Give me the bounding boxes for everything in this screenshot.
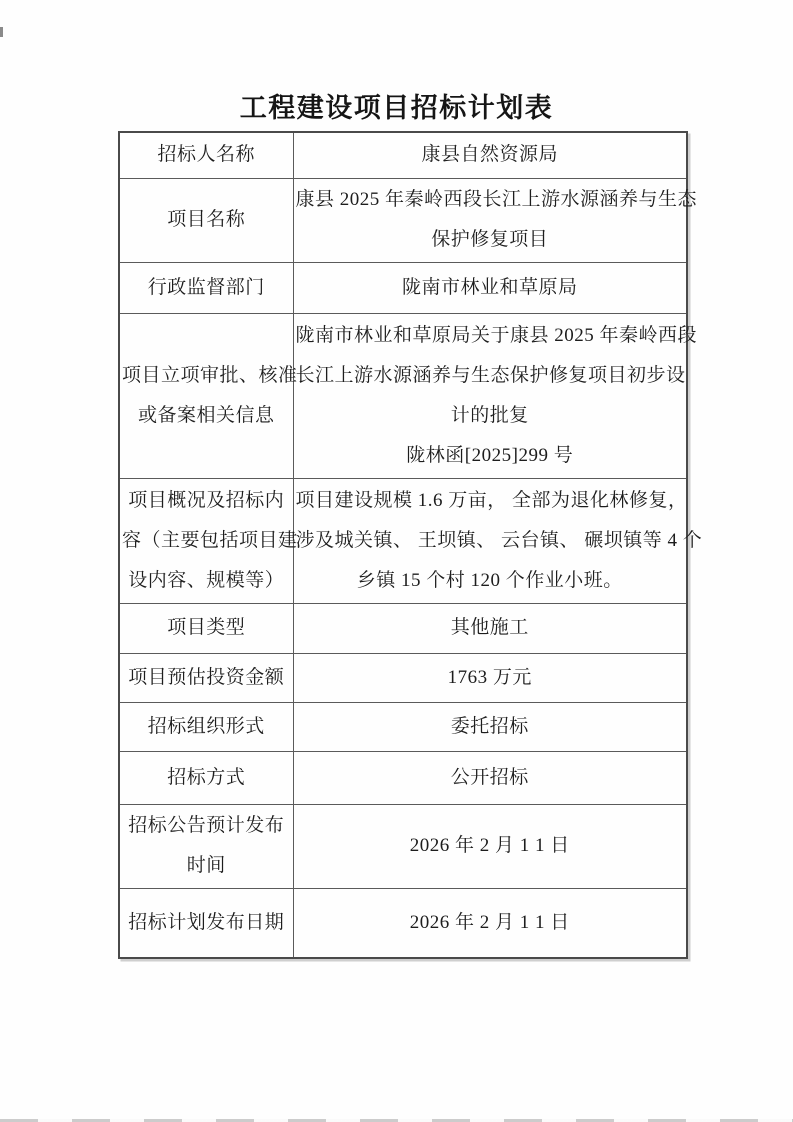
value-line: 康县自然资源局 bbox=[421, 144, 558, 166]
value-line: 涉及城关镇、 王坝镇、 云台镇、 碾坝镇等 4 个 bbox=[295, 529, 703, 551]
row-value-cell bbox=[293, 262, 687, 313]
row-label-cell bbox=[119, 653, 293, 702]
row-value-cell bbox=[293, 478, 703, 603]
row-label-cell bbox=[119, 262, 293, 313]
bidding-plan-table bbox=[118, 131, 703, 959]
table-row bbox=[119, 478, 687, 603]
table-row bbox=[119, 702, 687, 751]
scan-speck-left-edge bbox=[0, 27, 3, 37]
label-line: 项目名称 bbox=[167, 209, 246, 230]
row-label-cell bbox=[119, 804, 293, 888]
label-line: 项目立项审批、核准 bbox=[122, 364, 298, 386]
label-line: 招标公告预计发布 bbox=[128, 815, 285, 836]
value-line: 陇林函[2025]299 号 bbox=[406, 444, 574, 466]
row-label-cell bbox=[119, 702, 293, 751]
table-row bbox=[119, 262, 687, 313]
label-line: 招标方式 bbox=[167, 766, 246, 788]
row-label-cell bbox=[119, 132, 293, 178]
row-value-cell bbox=[293, 804, 687, 888]
table-row bbox=[119, 132, 687, 178]
value-line: 1763 万元 bbox=[447, 666, 532, 688]
row-value-cell bbox=[293, 702, 687, 751]
row-label-cell bbox=[119, 478, 298, 603]
table-row bbox=[119, 751, 687, 804]
row-value-cell bbox=[293, 178, 698, 262]
table-row bbox=[119, 653, 687, 702]
row-label-cell bbox=[119, 313, 298, 478]
table-row bbox=[119, 313, 687, 478]
bidding-plan-table-body bbox=[119, 132, 703, 958]
label-line: 设内容、规模等） bbox=[128, 569, 285, 591]
value-line: 2026 年 2 月 1 1 日 bbox=[409, 911, 570, 933]
value-line: 保护修复项目 bbox=[431, 229, 549, 250]
value-line: 公开招标 bbox=[450, 766, 529, 788]
row-value-cell bbox=[293, 653, 687, 702]
value-line: 计的批复 bbox=[450, 404, 529, 426]
value-line: 其他施工 bbox=[450, 617, 529, 638]
row-value-cell bbox=[293, 603, 687, 653]
value-line: 陇南市林业和草原局 bbox=[401, 276, 578, 298]
row-label-cell bbox=[119, 751, 293, 804]
value-line: 乡镇 15 个村 120 个作业小班。 bbox=[356, 569, 623, 591]
label-line: 项目预估投资金额 bbox=[128, 666, 285, 688]
row-value-cell bbox=[293, 132, 687, 178]
table-row bbox=[119, 804, 687, 888]
document-title: 工程建设项目招标计划表 bbox=[239, 93, 554, 123]
label-line: 容（主要包括项目建 bbox=[122, 529, 298, 551]
row-label-cell bbox=[119, 888, 293, 958]
row-value-cell bbox=[293, 313, 698, 478]
row-label-cell bbox=[119, 178, 293, 262]
label-line: 或备案相关信息 bbox=[137, 404, 275, 426]
row-value-cell bbox=[293, 751, 687, 804]
table-row bbox=[119, 178, 687, 262]
label-line: 项目类型 bbox=[167, 617, 246, 638]
row-value-cell bbox=[293, 888, 687, 958]
table-row bbox=[119, 888, 687, 958]
label-line: 招标人名称 bbox=[157, 144, 255, 166]
label-line: 招标组织形式 bbox=[147, 715, 265, 737]
value-line: 委托招标 bbox=[450, 715, 529, 737]
value-line: 康县 2025 年秦岭西段长江上游水源涵养与生态 bbox=[295, 189, 698, 210]
value-line: 项目建设规模 1.6 万亩， 全部为退化林修复， bbox=[295, 489, 688, 511]
value-line: 2026 年 2 月 1 1 日 bbox=[409, 835, 570, 856]
value-line: 陇南市林业和草原局关于康县 2025 年秦岭西段 bbox=[295, 324, 698, 346]
label-line: 行政监督部门 bbox=[147, 276, 265, 298]
row-label-cell bbox=[119, 603, 293, 653]
label-line: 时间 bbox=[186, 855, 226, 876]
table-row bbox=[119, 603, 687, 653]
label-line: 招标计划发布日期 bbox=[128, 911, 285, 933]
value-line: 长江上游水源涵养与生态保护修复项目初步设 bbox=[295, 364, 686, 386]
label-line: 项目概况及招标内 bbox=[128, 489, 285, 511]
